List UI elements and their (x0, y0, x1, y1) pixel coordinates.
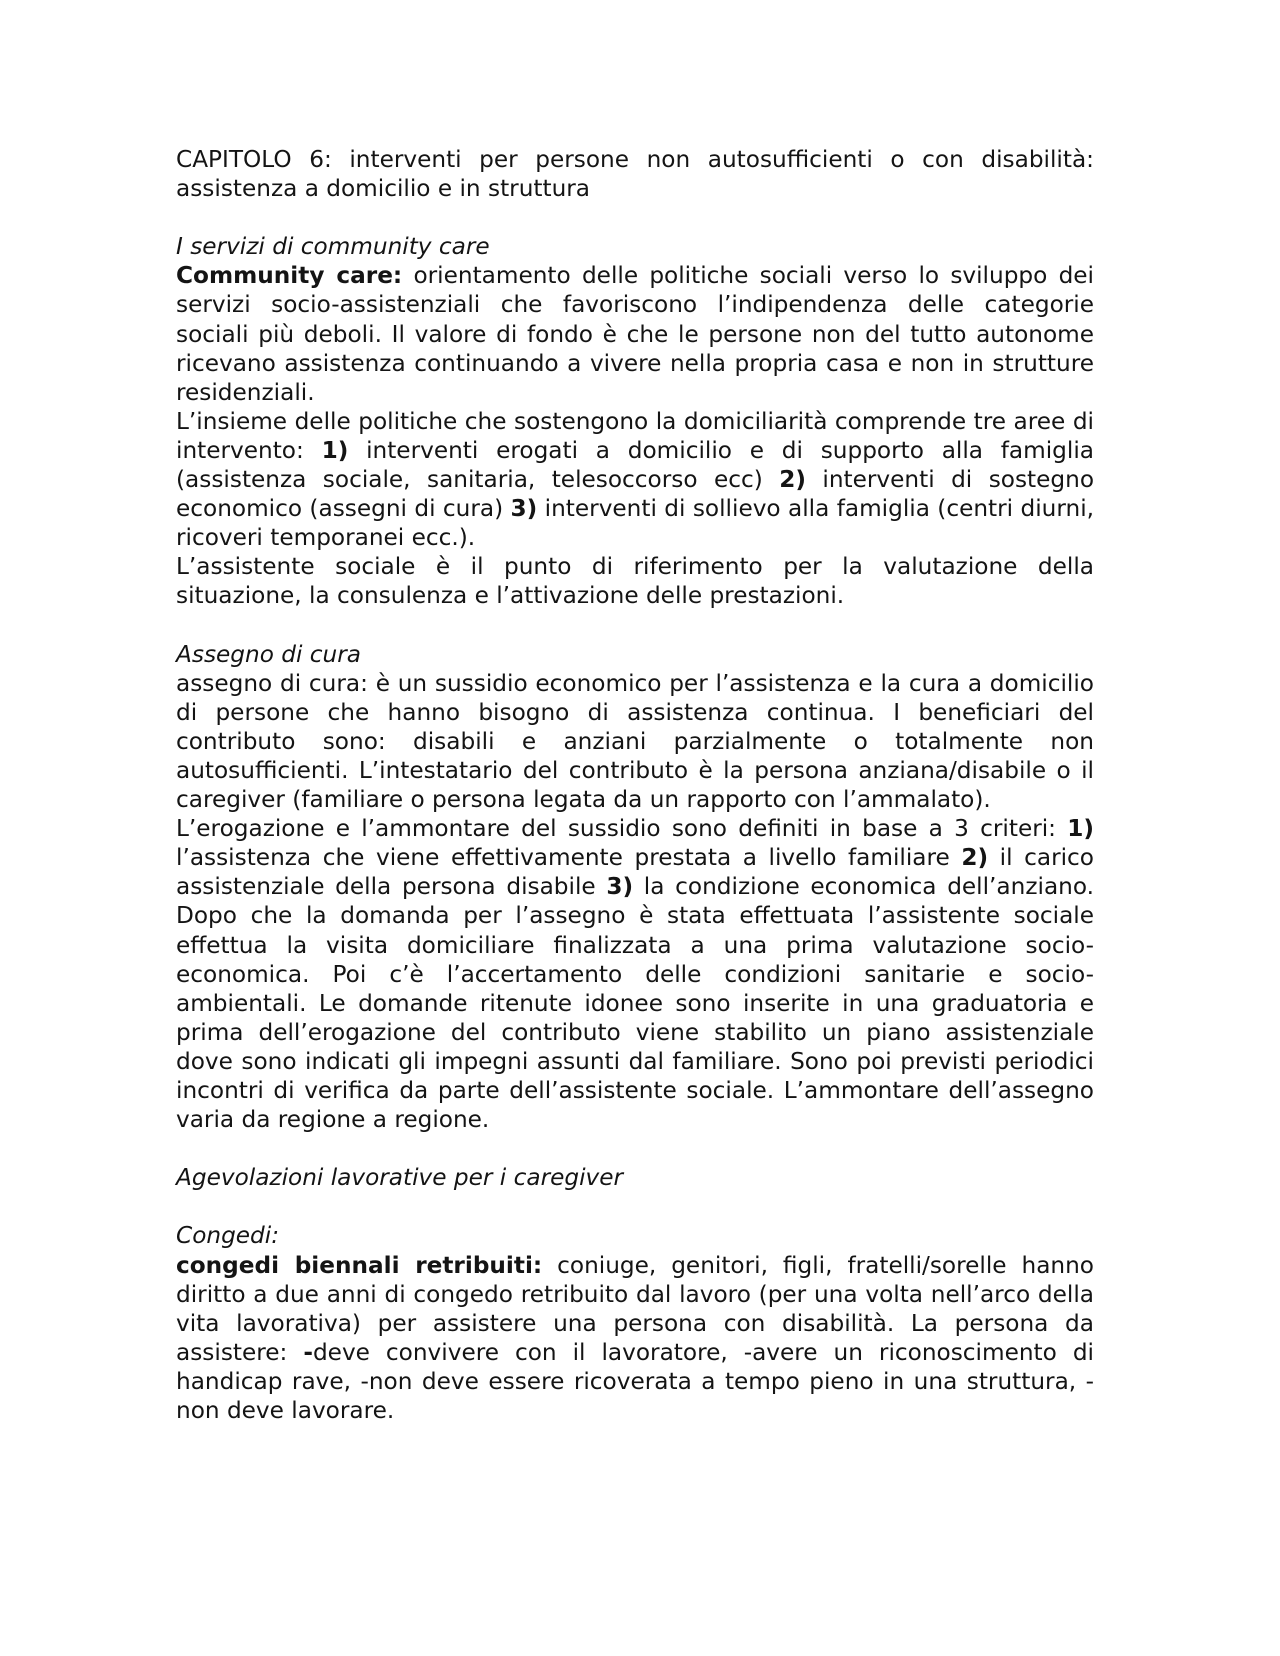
list-marker-2: 2) (779, 466, 806, 494)
list-text-1: interventi erogati a domicilio e di supporto alla famiglia (assistenza sociale, sanitaria, telesoccorso ecc) (176, 436, 1094, 494)
list-text-2: il carico assistenziale della persona disabile (176, 844, 1094, 901)
section-heading-assegno: Assegno di cura (176, 640, 361, 668)
congedi-text-2: deve convivere con il lavoratore, -avere un riconoscimento di handicap rave, -non deve essere ricoverata a tempo pieno in una struttura, -non deve lavorare. (176, 1338, 1094, 1425)
term-community-care: Community care: (176, 262, 403, 290)
list-marker-1: 1) (321, 436, 349, 464)
spacer (176, 203, 1094, 232)
section-heading-community-care: I servizi di community care (176, 233, 490, 261)
document-page (176, 145, 1094, 1425)
list-text-3: interventi di sollievo alla famiglia (centri diurni, ricoveri temporanei ecc.). (176, 495, 1095, 552)
paragraph-social-worker: L’assistente sociale è il punto di riferimento per la valutazione della situazione, la consulenza e l’attivazione delle prestazioni. (176, 553, 1094, 610)
list-marker-1: 1) (1067, 815, 1094, 843)
list-marker-2: 2) (961, 844, 989, 872)
intro-text: L’erogazione e l’ammontare del sussidio sono definiti in base a 3 criteri: (176, 815, 1068, 843)
list-text-3: la condizione economica dell’anziano. Dopo che la domanda per l’assegno è stata effettuata l’assistente sociale effettua la visita domiciliare finalizzata a una prima valutazione socio-economica. Poi c’è l’accertamento delle condizioni sanitarie e socio-ambientali. Le domande ritenute idonee sono inserite in una graduatoria e prima dell’erogazione del contributo viene stabilito un piano assistenziale dove sono indicati gli impegni assunti dal familiare. Sono poi previsti periodici incontri di verifica da parte dell’assistente sociale. L’ammontare dell’assegno varia da regione a regione. (176, 873, 1095, 1134)
bold-dash: - (303, 1338, 313, 1366)
definition-text: orientamento delle politiche sociali verso lo sviluppo dei servizi socio-assistenziali che favoriscono l’indipendenza delle categorie sociali più deboli. Il valore di fondo è che le persone non del tutto autonome ricevano assistenza continuando a vivere nella propria casa e non in strutture residenziali. (176, 262, 1094, 406)
list-marker-3: 3) (510, 495, 538, 523)
chapter-title: CAPITOLO 6: interventi per persone non autosufficienti o con disabilità: assistenza a domicilio e in struttura (176, 146, 1094, 203)
paragraph-community-care-definition (176, 261, 1094, 406)
spacer (176, 1192, 1094, 1221)
paragraph-congedi (176, 1251, 1094, 1426)
congedi-text: coniuge, genitori, figli, fratelli/sorelle hanno diritto a due anni di congedo retribuito dal lavoro (per una volta nell’arco della vita lavorativa) per assistere una persona con disabilità. La persona da assistere: (176, 1251, 1094, 1366)
intro-text: L’insieme delle politiche che sostengono la domiciliarità comprende tre aree di intervento: (176, 407, 1094, 464)
subheading-congedi: Congedi: (176, 1222, 280, 1250)
section-heading-agevolazioni: Agevolazioni lavorative per i caregiver (176, 1164, 624, 1192)
list-marker-3: 3) (606, 873, 634, 901)
paragraph-intervention-areas (176, 407, 1094, 552)
spacer (176, 1134, 1094, 1163)
list-text-1: l’assistenza che viene effettivamente prestata a livello familiare (176, 844, 962, 872)
spacer (176, 611, 1094, 640)
paragraph-assegno-criteria (176, 814, 1094, 1134)
paragraph-assegno-definition: assegno di cura: è un sussidio economico per l’assistenza e la cura a domicilio di persone che hanno bisogno di assistenza continua. I beneficiari del contributo sono: disabili e anziani parzialmente o totalmente non autosufficienti. L’intestatario del contributo è la persona anziana/disabile o il caregiver (familiare o persona legata da un rapporto con l’ammalato). (176, 669, 1094, 814)
list-text-2: interventi di sostegno economico (assegni di cura) (176, 466, 1094, 523)
term-congedi-biennali: congedi biennali retribuiti: (176, 1251, 543, 1279)
